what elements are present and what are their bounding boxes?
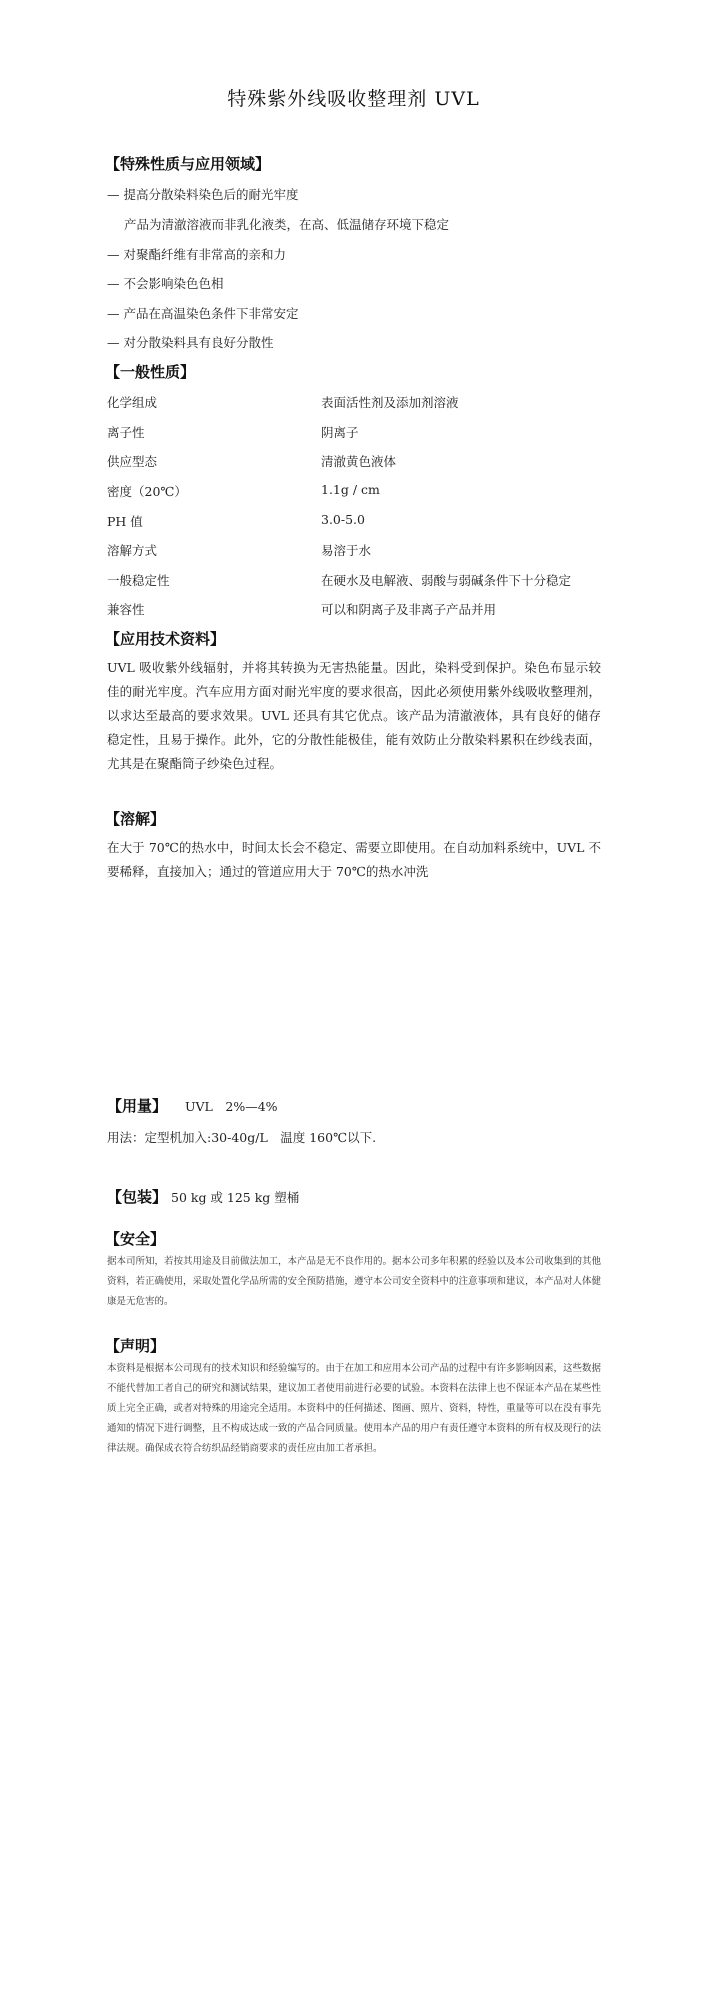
safety-paragraph: 据本司所知，若按其用途及目前做法加工，本产品是无不良作用的。据本公司多年积累的经验以及本公司收集到的其他资料，若正确使用，采取处置化学品所需的安全预防措施，遵守本公司安全资料中的注意事项和建议，本产品对人体健康是无危害的。	[107, 1256, 602, 1307]
feature-item: — 不会影响染色色相	[107, 276, 224, 291]
dosage-heading: 【用量】	[107, 1097, 168, 1115]
statement-paragraph: 本资料是根据本公司现有的技术知识和经验编写的。由于在加工和应用本公司产品的过程中有许多影响因素，这些数据不能代替加工者自己的研究和测试结果，建议加工者使用前进行必要的试验。本资料在法律上也不保证本产品在某些性质上完全正确，或者对特殊的用途完全适用。本资料中的任何描述、图画、照片、资料，特性，重量等可以在没有事先通知的情况下进行调整，且不构成达成一致的产品合同质量。使用本产品的用户有责任遵守本资料的所有权及现行的法律法规。确保成衣符合纺织品经销商要求的责任应由加工者承担。	[107, 1363, 602, 1454]
statement-heading: 【声明】	[105, 1337, 166, 1355]
dosage-value: UVL 2%—4%	[185, 1099, 278, 1114]
usage-line: 用法：定型机加入:30-40g/L 温度 160℃以下.	[107, 1130, 377, 1145]
tech-paragraph: UVL 吸收紫外线辐射，并将其转换为无害热能量。因此，染料受到保护。染色布显示较佳的耐光牢度。汽车应用方面对耐光牢度的要求很高，因此必须使用紫外线吸收整理剂，以求达至最高的要求效果。UVL 还具有其它优点。该产品为清澈液体，具有良好的储存稳定性，且易于操作。此外，它的分散性能极佳，能有效防止分散染料累积在纱线表面，尤其是在聚酯筒子纱染色过程。	[107, 660, 601, 771]
property-value: 清澈黄色液体	[321, 454, 397, 469]
property-name: 一般稳定性	[107, 573, 170, 588]
property-value: 易溶于水	[321, 543, 372, 558]
tech-heading: 【应用技术资料】	[105, 630, 226, 648]
safety-heading: 【安全】	[105, 1230, 166, 1248]
dissolve-heading: 【溶解】	[105, 810, 166, 828]
property-value: 表面活性剂及添加剂溶液	[321, 395, 459, 410]
property-value: 3.0-5.0	[321, 512, 365, 527]
property-name: 密度（20℃）	[107, 484, 187, 499]
feature-item: — 对聚酯纤维有非常高的亲和力	[107, 247, 286, 262]
property-name: 供应型态	[107, 454, 158, 469]
property-name: PH 值	[107, 514, 143, 529]
dosage-line	[107, 1095, 278, 1116]
dissolve-paragraph: 在大于 70℃的热水中，时间太长会不稳定、需要立即使用。在自动加料系统中，UVL 不要稀释，直接加入；通过的管道应用大于 70℃的热水冲洗	[107, 840, 601, 879]
feature-item: — 提高分散染料染色后的耐光牢度	[107, 187, 299, 202]
document-title: 特殊紫外线吸收整理剂 UVL	[227, 88, 480, 110]
property-value: 可以和阴离子及非离子产品并用	[321, 602, 497, 617]
property-value: 在硬水及电解液、弱酸与弱碱条件下十分稳定	[321, 573, 572, 588]
property-name: 离子性	[107, 425, 145, 440]
property-value: 1.1g / cm	[321, 482, 380, 497]
property-name: 溶解方式	[107, 543, 158, 558]
packaging-line	[107, 1186, 299, 1207]
property-name: 兼容性	[107, 602, 145, 617]
packaging-heading: 【包装】	[107, 1188, 168, 1206]
property-name: 化学组成	[107, 395, 158, 410]
feature-item: — 产品在高温染色条件下非常安定	[107, 306, 299, 321]
features-heading: 【特殊性质与应用领域】	[105, 155, 271, 173]
general-heading: 【一般性质】	[105, 363, 196, 381]
feature-item: — 对分散染料具有良好分散性	[107, 335, 274, 350]
packaging-value: 50 kg 或 125 kg 塑桶	[171, 1190, 300, 1205]
feature-item: 产品为清澈溶液而非乳化液类，在高、低温储存环境下稳定	[124, 217, 450, 232]
property-value: 阴离子	[321, 425, 359, 440]
